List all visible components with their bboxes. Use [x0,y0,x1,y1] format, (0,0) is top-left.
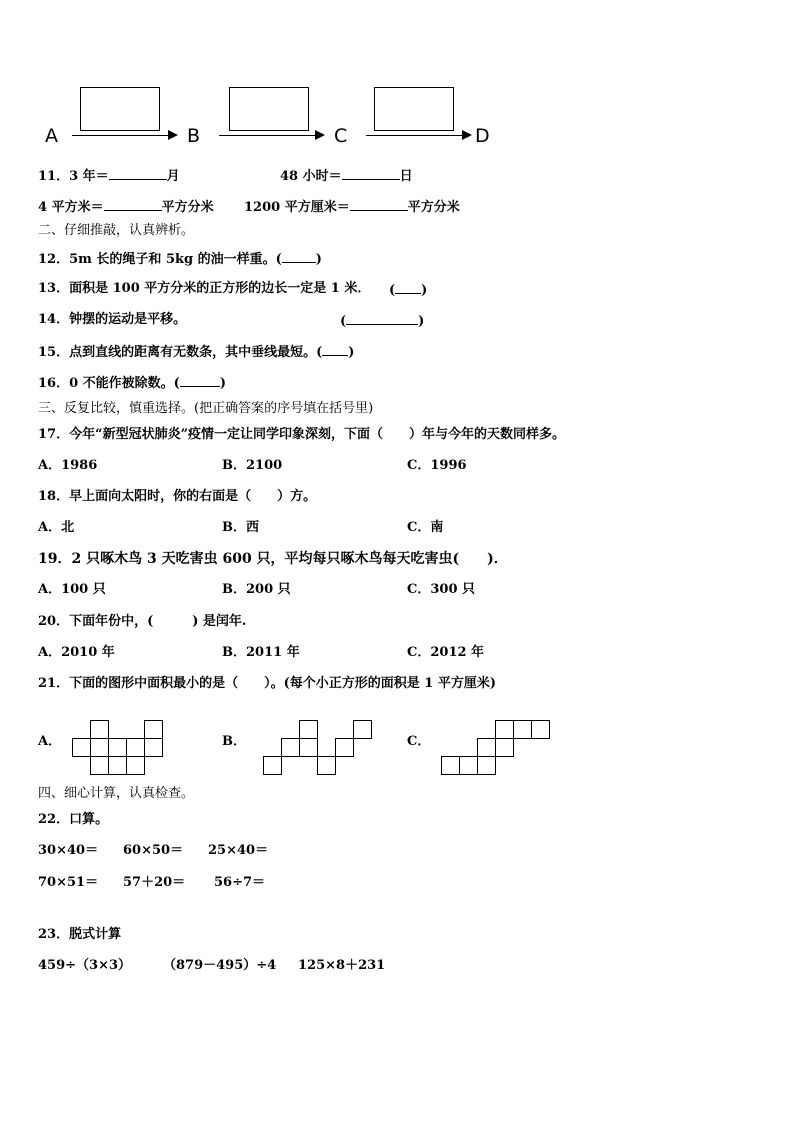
q18-text: 早上面向太阳时，你的右面是（ ）方。 [69,489,317,504]
q19-number: 19． [38,551,72,567]
q19-option-b[interactable]: B．200 只 [222,582,291,597]
q15-number: 15． [38,345,70,360]
answer-box-1[interactable] [80,87,160,131]
section-3-title: 三、反复比较，慎重选择。(把正确答案的序号填在括号里) [38,401,374,416]
q20-option-b[interactable]: B．2011 年 [222,645,300,660]
q18 [38,489,316,505]
q12-close-paren: ) [315,252,322,267]
q23-item-1: 459÷（3×3） [38,958,132,973]
q15-close-paren: ) [348,345,355,360]
q21-c-cell [496,721,514,739]
q12-number: 12． [38,252,70,267]
q21-shape-b [263,720,373,774]
q11-line2 [38,198,214,216]
q22-number: 22． [38,812,70,827]
q17-option-a[interactable]: A．1986 [38,458,98,473]
q21-text: 下面的图形中面积最小的是（ ）。(每个小正方形的面积是 1 平方厘米) [69,676,496,691]
q13-close-paren: ) [421,283,428,298]
arrow-3 [366,135,470,136]
q19-option-a[interactable]: A．100 只 [38,582,106,597]
q23-text: 脱式计算 [69,927,122,942]
q18-option-c[interactable]: C．南 [407,520,444,535]
q20-number: 20． [38,614,70,629]
q21-a-cell [91,757,109,775]
q17 [38,427,565,443]
q11-number: 11． [38,169,70,184]
q14 [38,312,186,328]
q21-option-c[interactable]: C． [407,734,431,749]
q21-a-cell [73,739,91,757]
q11-blank-2[interactable] [342,167,400,180]
q13 [38,281,370,297]
q20-option-a[interactable]: A．2010 年 [38,645,115,660]
letter-a: A [45,125,58,147]
q11-line1 [38,167,180,185]
q11-part4-label: 1200 平方厘米＝ [244,200,350,215]
q11-part3-unit: 平方分米 [161,200,214,215]
q21-c-cell [478,739,496,757]
q16-close-paren: ) [219,376,226,391]
q13-answer [389,281,427,299]
q18-option-b[interactable]: B．西 [222,520,259,535]
q17-number: 17． [38,427,70,442]
q21-shape-a [72,720,164,774]
q21-c-cell [460,757,478,775]
q15 [38,343,354,361]
q23-item-3: 125×8＋231 [298,958,386,973]
q11-part3-label: 4 平方米＝ [38,200,104,215]
q21-a-cell [127,739,145,757]
arrow-1 [72,135,176,136]
q22-item-2: 60×50＝ [123,843,184,858]
q23-number: 23． [38,927,70,942]
q21-c-cell [442,757,460,775]
q21-b-cell [318,757,336,775]
q21-a-cell [109,757,127,775]
q16-answer-blank[interactable] [180,374,220,387]
q14-close-paren: ) [418,314,425,329]
q13-text: 面积是 100 平方分米的正方形的边长一定是 1 米． [69,281,371,296]
q21-c-cell [532,721,550,739]
q22 [38,812,108,828]
q19-option-c[interactable]: C．300 只 [407,582,476,597]
q22-text: 口算。 [69,812,109,827]
q21-a-cell [91,739,109,757]
q11-part1-unit: 月 [166,169,180,184]
answer-box-2[interactable] [229,87,309,131]
q22-item-6: 56÷7＝ [214,875,266,890]
q15-answer-blank[interactable] [322,343,348,356]
q14-answer [340,312,424,330]
letter-c: C [334,125,348,147]
q18-number: 18． [38,489,70,504]
arrow-2 [219,135,323,136]
q17-option-c[interactable]: C．1996 [407,458,467,473]
q20 [38,614,246,630]
q19 [38,551,508,567]
q21-a-cell [145,721,163,739]
q18-option-a[interactable]: A．北 [38,520,75,535]
q17-option-b[interactable]: B．2100 [222,458,283,473]
q21-a-cell [145,739,163,757]
q11-blank-1[interactable] [109,167,167,180]
q21-option-b[interactable]: B． [222,734,246,749]
q11-part2-label: 48 小时＝ [280,169,342,184]
q21-b-cell [282,739,300,757]
q16-number: 16． [38,376,70,391]
section-4-title: 四、细心计算，认真检查。 [38,786,195,801]
q21-b-cell [300,739,318,757]
q21-c-cell [514,721,532,739]
q21-a-cell [109,739,127,757]
q11-line1b [280,167,413,185]
q14-open-paren: ( [340,314,347,329]
q15-text: 点到直线的距离有无数条，其中垂线最短。( [69,345,323,360]
q19-text: 2 只啄木鸟 3 天吃害虫 600 只，平均每只啄木鸟每天吃害虫( )． [71,551,508,567]
q21-c-cell [478,757,496,775]
q12-text: 5m 长的绳子和 5kg 的油一样重。( [69,252,282,267]
q12-answer-blank[interactable] [282,250,316,263]
q13-number: 13． [38,281,70,296]
q20-text: 下面年份中，( ) 是闰年. [69,614,247,629]
q21-a-cell [127,757,145,775]
section-2-title: 二、仔细推敲，认真辨析。 [38,223,195,238]
letter-d: D [475,125,490,147]
letter-b: B [187,125,201,147]
q21-c-cell [496,739,514,757]
q21-a-cell [91,721,109,739]
q22-item-3: 25×40＝ [208,843,269,858]
q14-text: 钟摆的运动是平移。 [69,312,187,327]
q23-item-2: （879－495）÷4 [163,958,277,973]
q11-blank-4[interactable] [350,198,408,211]
q21-option-a[interactable]: A． [38,734,62,749]
q22-item-4: 70×51＝ [38,875,99,890]
q12 [38,250,322,268]
q21 [38,676,496,692]
q17-text: 今年“新型冠状肺炎”疫情一定让同学印象深刻，下面（ ）年与今年的天数同样多。 [69,427,566,442]
q16-text: 0 不能作被除数。( [69,376,180,391]
q16 [38,374,226,392]
q21-b-cell [264,757,282,775]
q13-answer-blank[interactable] [395,281,421,294]
q11-part1-label: 3 年＝ [69,169,109,184]
q20-option-c[interactable]: C．2012 年 [407,645,485,660]
q21-b-cell [354,721,372,739]
q14-number: 14． [38,312,70,327]
answer-box-3[interactable] [374,87,454,131]
q14-answer-blank[interactable] [346,312,418,325]
q11-blank-3[interactable] [104,198,162,211]
q11-part4-unit: 平方分米 [407,200,460,215]
q21-number: 21． [38,676,70,691]
q23 [38,927,121,943]
q22-item-1: 30×40＝ [38,843,99,858]
q11-part2-unit: 日 [399,169,413,184]
q13-open-paren: ( [389,283,396,298]
q11-line2b [244,198,460,216]
q22-item-5: 57＋20＝ [123,875,186,890]
q21-shape-c [441,720,551,774]
q21-b-cell [336,739,354,757]
q21-b-cell [300,721,318,739]
